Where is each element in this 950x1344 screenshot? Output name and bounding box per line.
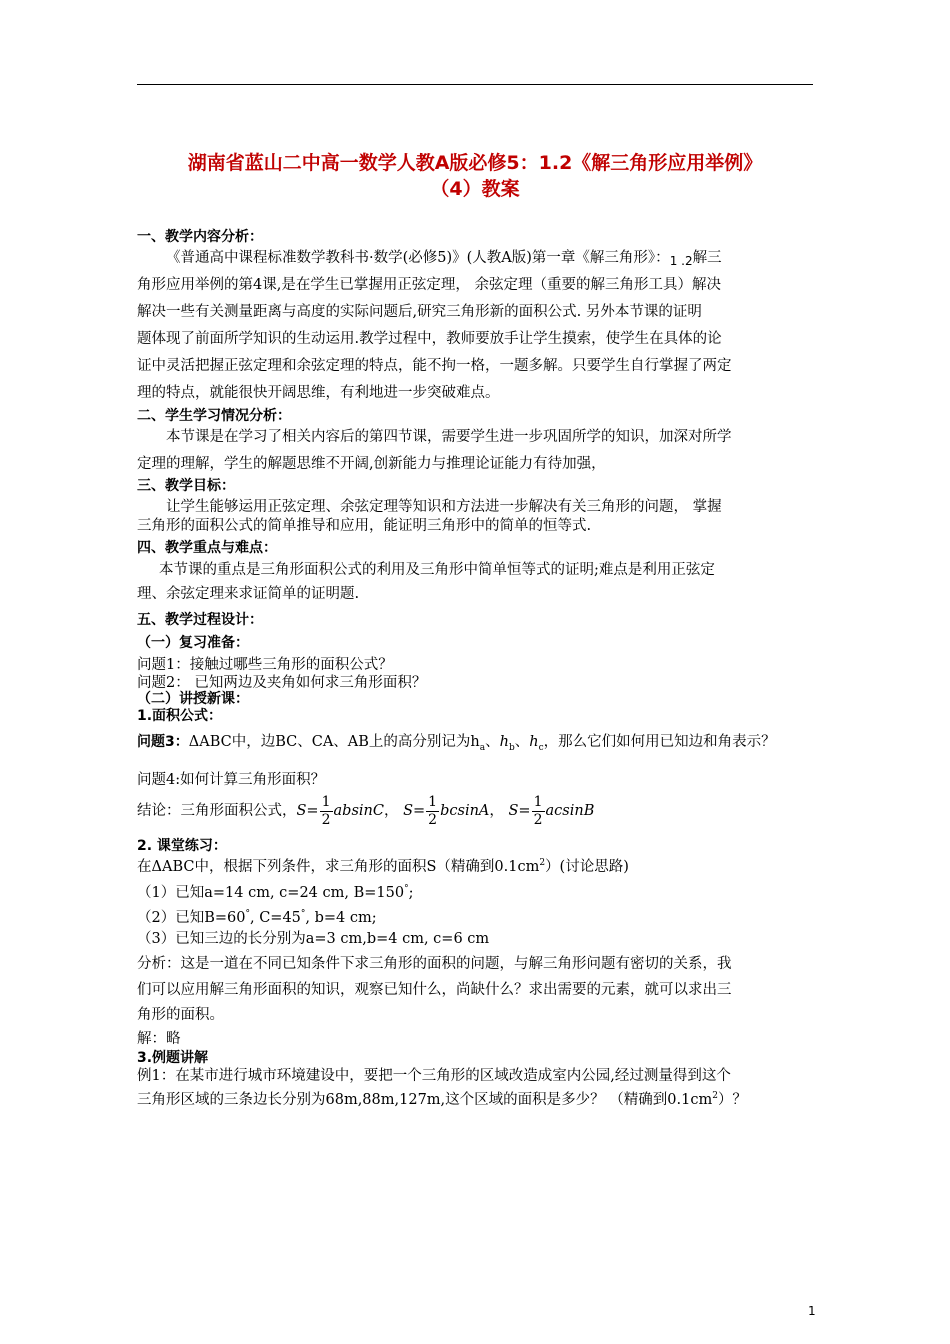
solution-line: 解：略	[137, 1031, 181, 1047]
analysis-line: 分析：这是一道在不同已知条件下求三角形的面积的问题，与解三角形问题有密切的关系，我	[137, 956, 732, 972]
fraction-half: $\frac{1}{2}$	[533, 793, 543, 828]
analysis-line: 们可以应用解三角形面积的知识，观察已知什么，尚缺什么？求出需要的元素，就可以求出三	[137, 982, 732, 998]
item-heading-examples: 3.例题讲解	[137, 1050, 209, 1066]
exercise-intro: 在ΔABC中，根据下列条件，求三角形的面积S（精确到$0.1cm^2$）(讨论思路)	[137, 858, 629, 875]
section-heading-5: 五、教学过程设计：	[137, 612, 263, 628]
section-ref: 1 .2	[669, 254, 693, 268]
paragraph-line: 三角形的面积公式的简单推导和应用，能证明三角形中的简单的恒等式.	[137, 518, 592, 534]
paragraph-line: 本节课的重点是三角形面积公式的利用及三角形中简单恒等式的证明;难点是利用正弦定	[159, 562, 715, 578]
page-number: 1	[808, 1304, 816, 1318]
question-4: 问题4:如何计算三角形面积？	[137, 772, 326, 788]
paragraph-line: 理、余弦定理来求证简单的证明题.	[137, 586, 360, 602]
area-formula-conclusion: 结论：三角形面积公式，S= $\frac{1}{2}$ absinC， S= $\frac{1}{2}$ bcsinA， S= $\frac{1}{2}$ acsinB	[137, 793, 595, 828]
question-1: 问题1：接触过哪些三角形的面积公式？	[137, 657, 393, 673]
example-1-line: 例1：在某市进行城市环境建设中，要把一个三角形的区域改造成室内公园,经过测量得到这个	[137, 1068, 731, 1084]
item-heading-exercises: 2. 课堂练习：	[137, 838, 227, 854]
subsection-heading-review: （一）复习准备：	[137, 635, 249, 651]
fraction-half: $\frac{1}{2}$	[321, 793, 331, 828]
paragraph-line: 定理的理解，学生的解题思维不开阔,创新能力与推理论证能力有待加强，	[137, 456, 606, 472]
paragraph-line: 证中灵活把握正弦定理和余弦定理的特点，能不拘一格，一题多解。只要学生自行掌握了两定	[137, 358, 732, 374]
section-heading-2: 二、学生学习情况分析：	[137, 408, 291, 424]
section-heading-1: 一、教学内容分析：	[137, 229, 263, 245]
question-3: 问题3：ΔABC中，边BC、CA、AB上的高分别记为$h_a$、$h_b$、$h_c$，那么它们如何用已知边和角表示？	[137, 734, 776, 753]
paragraph-line: 让学生能够运用正弦定理、余弦定理等知识和方法进一步解决有关三角形的问题， 掌握	[166, 499, 722, 515]
paragraph-line: 题体现了前面所学知识的生动运用.教学过程中，教师要放手让学生摸索，使学生在具体的论	[137, 331, 722, 347]
paragraph-line: 本节课是在学习了相关内容后的第四节课，需要学生进一步巩固所学的知识，加深对所学	[166, 429, 732, 445]
fraction-half: $\frac{1}{2}$	[428, 793, 438, 828]
exercise-1: （1）已知a=14 cm, c=24 cm, B=150°;	[137, 884, 414, 901]
header-rule	[137, 84, 813, 85]
section-heading-4: 四、教学重点与难点：	[137, 540, 277, 556]
exercise-2: （2）已知B=60°, C=45°, b=4 cm;	[137, 909, 377, 926]
paragraph-line: 理的特点，就能很快开阔思维，有利地进一步突破难点。	[137, 385, 500, 401]
paragraph-line: 《普通高中课程标准数学教科书·数学(必修5)》(人教A版)第一章《解三角形》：$_{1 .2}$解三	[166, 250, 722, 268]
analysis-line: 角形的面积。	[137, 1007, 224, 1023]
subsection-heading-new: （二）讲授新课：	[137, 691, 249, 707]
paragraph-line: 解决一些有关测量距离与高度的实际问题后,研究三角形新的面积公式. 另外本节课的证明	[137, 304, 702, 320]
section-heading-3: 三、教学目标：	[137, 478, 235, 494]
exercise-3: （3）已知三边的长分别为a=3 cm,b=4 cm, c=6 cm	[137, 931, 490, 947]
document-title-line1: 湖南省蓝山二中高一数学人教A版必修5：1.2《解三角形应用举例》	[187, 152, 763, 174]
document-title-line2: （4）教案	[430, 178, 520, 200]
question-2: 问题2： 已知两边及夹角如何求三角形面积？	[137, 675, 427, 691]
item-heading-area-formula: 1.面积公式：	[137, 708, 223, 724]
example-1-line: 三角形区域的三条边长分别为68m,88m,127m,这个区域的面积是多少？ （精确到$0.1cm^2$）？	[137, 1091, 747, 1108]
paragraph-line: 角形应用举例的第4课,是在学生已掌握用正弦定理， 余弦定理（重要的解三角形工具）解决	[137, 277, 721, 293]
